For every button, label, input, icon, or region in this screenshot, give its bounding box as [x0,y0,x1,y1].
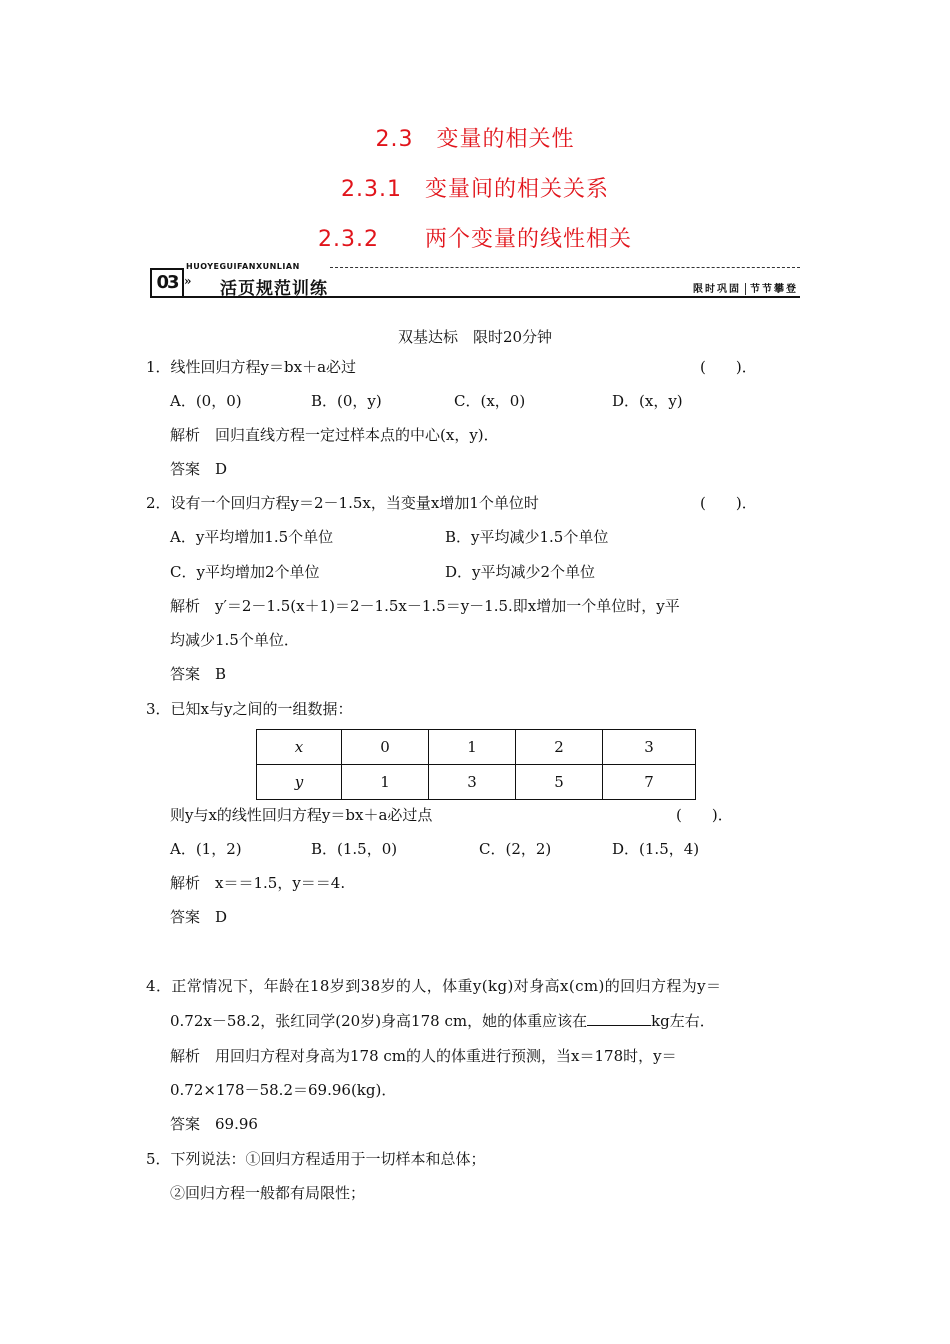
banner-tags [693,280,798,295]
table-cell: 1 [429,730,516,765]
q4-answer: 答案 69.96 [170,1115,258,1133]
table-row [257,765,696,800]
q4-line1: 4．正常情况下，年龄在18岁到38岁的人，体重y(kg)对身高x(cm)的回归方程为y＝ [146,977,722,995]
exercise-banner [150,258,800,300]
double-chevron-icon: » [184,274,192,288]
q5-line2: ②回归方程一般都有局限性； [170,1184,366,1202]
banner-rule [150,296,800,298]
banner-tag-right: 节节攀登 [750,284,798,295]
q3-stem2: 则y与x的线性回归方程y＝bx＋a必过点 [170,806,433,824]
q1-option-c: C．(x，0) [454,392,526,410]
table-cell: x [257,730,342,765]
q2-option-c: C．y平均增加2个单位 [170,563,320,581]
q3-option-b: B．(1.5，0) [311,840,398,858]
banner-number: 03 [150,268,184,298]
q3-option-a: A．(1，2) [170,840,242,858]
practice-subtitle: 双基达标 限时20分钟 [397,328,553,346]
subsection-title-2: 2.3.2 两个变量的线性相关 [318,227,632,252]
q2-option-d: D．y平均减少2个单位 [445,563,596,581]
q2-analysis-line2: 均减少1.5个单位． [170,631,299,649]
q3-answer: 答案 D [170,908,228,926]
subsection-title-1: 2.3.1 变量间的相关关系 [341,177,609,202]
q1-stem: 1．线性回归方程y＝bx＋a必过 [146,358,357,376]
table-cell: 1 [342,765,429,800]
table-cell: 0 [342,730,429,765]
q4-analysis-line1: 解析 用回归方程对身高为178 cm的人的体重进行预测，当x＝178时，y＝ [170,1047,677,1065]
table-cell: 2 [516,730,603,765]
q3-analysis: 解析 x＝＝1.5，y＝＝4. [170,874,346,892]
q3-option-c: C．(2，2) [479,840,552,858]
banner-tag-left: 限时巩固 [693,284,741,295]
q1-option-a: A．(0，0) [170,392,242,410]
table-cell: 3 [429,765,516,800]
q1-analysis: 解析 回归直线方程一定过样本点的中心(x，y)． [170,426,499,444]
q2-option-b: B．y平均减少1.5个单位 [445,528,609,546]
table-cell: 5 [516,765,603,800]
q3-option-d: D．(1.5，4) [612,840,700,858]
table-cell: 3 [603,730,696,765]
q4-analysis-line2: 0.72×178－58.2＝69.96(kg)． [170,1081,397,1099]
q1-answer: 答案 D [170,460,228,478]
data-table [256,729,696,800]
q4-line2 [170,1010,715,1031]
banner-name: 活页规范训练 [220,279,328,299]
q4-line2-text: 0.72x－58.2，张红同学(20岁)身高178 cm，她的体重应该在 [170,1012,588,1030]
tag-separator [745,283,746,295]
q3-stem: 3．已知x与y之间的一组数据： [146,700,353,718]
q2-stem: 2．设有一个回归方程y＝2－1.5x，当变量x增加1个单位时 [146,494,539,512]
q5-line1: 5．下列说法：①回归方程适用于一切样本和总体； [146,1150,486,1168]
answer-blank [587,1011,651,1026]
q2-analysis-line1: 解析 y′＝2－1.5(x＋1)＝2－1.5x－1.5＝y－1.5.即x增加一个单位时，y平 [170,597,680,615]
q2-paren: ( )． [700,494,757,512]
table-cell: y [257,765,342,800]
q1-paren: ( )． [700,358,757,376]
table-cell: 7 [603,765,696,800]
table-row [257,730,696,765]
q2-answer: 答案 B [170,665,227,683]
q4-line2-unit: kg左右． [651,1012,715,1030]
banner-pinyin: HUOYEGUIFANXUNLIAN [186,262,300,271]
section-title: 2.3 变量的相关性 [375,127,575,152]
q1-option-d: D．(x，y) [612,392,683,410]
q3-paren: ( )． [676,806,733,824]
q2-option-a: A．y平均增加1.5个单位 [170,528,334,546]
q1-option-b: B．(0，y) [311,392,382,410]
dashed-divider [330,267,800,268]
